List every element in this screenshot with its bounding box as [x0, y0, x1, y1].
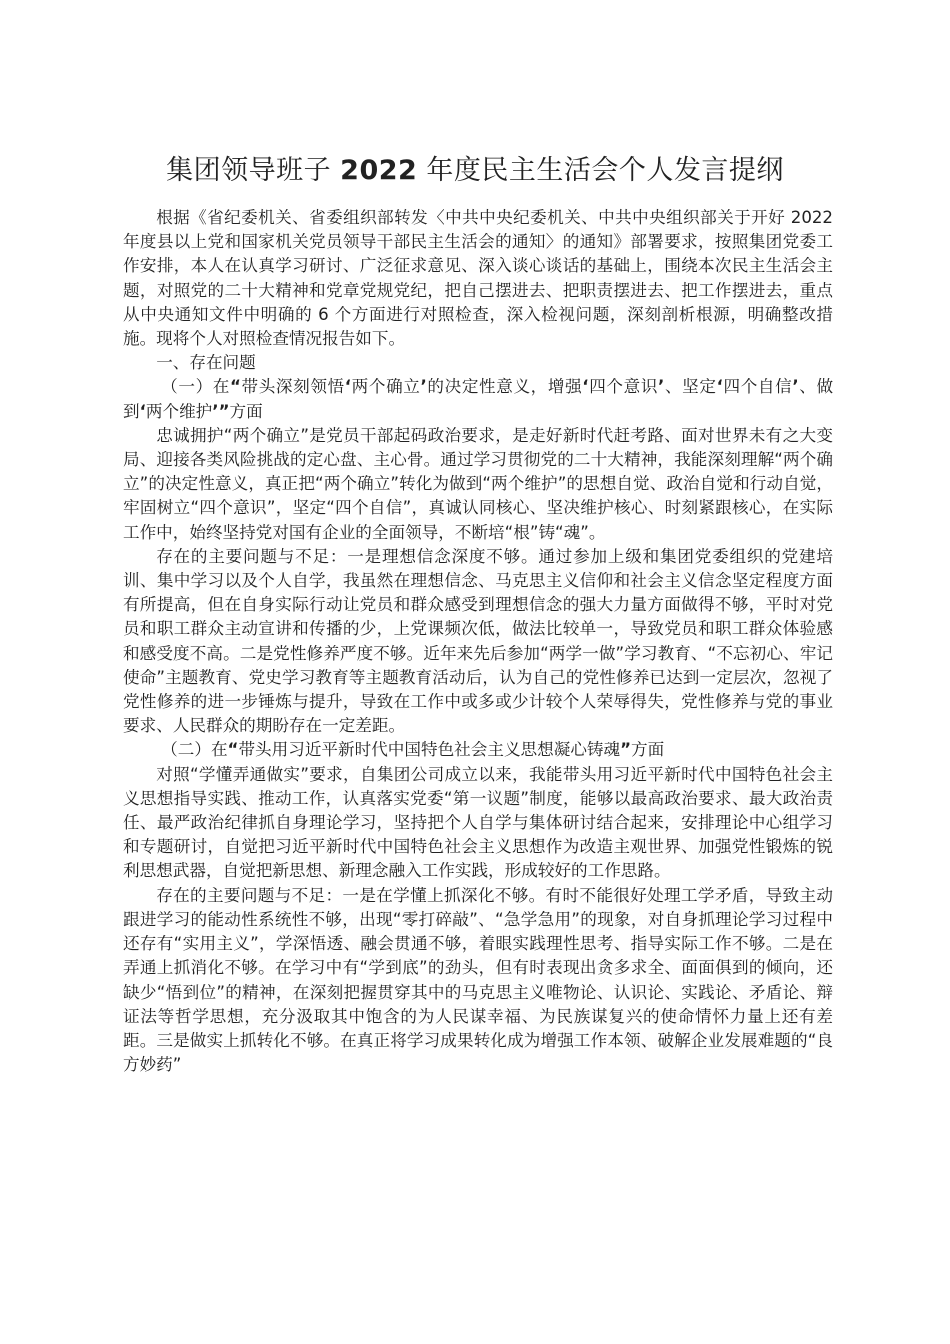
section-heading-problems: 一、存在问题 [156, 353, 256, 373]
intro-paragraph: 根据《省纪委机关、省委组织部转发〈中共中央纪委机关、中共中央组织部关于开好 2022 年度县以上党和国家机关党员领导干部民主生活会的通知〉的通知》部署要求，按照集团党委工作安排，本人在认真学习研讨、广泛征求意见、深入谈心谈话的基础上，围绕本次民主生活会主题，对照党的二十大精神和党章党规党纪，把自己摆进去、把职责摆进去、把工作摆进去，重点从中央通知文件中明确的 6 个方面进行对照检查，深入检视问题，深刻剖析根源，明确整改措施。现将个人对照检查情况报告如下。 [123, 208, 833, 349]
document-title [0, 150, 950, 192]
title-suffix: 年度民主生活会个人发言提纲 [417, 155, 784, 186]
subsection-heading-2: （二）在“带头用习近平新时代中国特色社会主义思想凝心铸魂”方面 [161, 740, 665, 760]
document-body [123, 206, 833, 1077]
title-prefix: 集团领导班子 [166, 155, 341, 186]
paragraph-two-establishments: 忠诚拥护“两个确立”是党员干部起码政治要求，是走好新时代赶考路、面对世界未有之大变局、迎接各类风险挑战的定心盘、主心骨。通过学习贯彻党的二十大精神，我能深刻理解“两个确立”的决定性意义，真正把“两个确立”转化为做到“两个维护”的思想自觉、政治自觉和行动自觉，牢固树立“四个意识”，坚定“四个自信”，真诚认同核心、坚决维护核心、时刻紧跟核心，在实际工作中，始终坚持党对国有企业的全面领导，不断培“根”铸“魂”。 [123, 425, 833, 542]
paragraph-study-thought: 对照“学懂弄通做实”要求，自集团公司成立以来，我能带头用习近平新时代中国特色社会主义思想指导实践、推动工作，认真落实党委“第一议题”制度，能够以最高政治要求、最大政治责任、最严政治纪律抓自身理论学习，坚持把个人自学与集体研讨结合起来，安排理论中心组学习和专题研讨，自觉把习近平新时代中国特色社会主义思想作为改造主观世界、加强党性锻炼的锐利思想武器，自觉把新思想、新理念融入工作实践，形成较好的工作思路。 [123, 764, 833, 881]
paragraph-problems-1: 存在的主要问题与不足：一是理想信念深度不够。通过参加上级和集团党委组织的党建培训、集中学习以及个人自学，我虽然在理想信念、马克思主义信仰和社会主义信念坚定程度方面有所提高，但在自身实际行动让党员和群众感受到理想信念的强大力量方面做得不够，平时对党员和职工群众主动宣讲和传播的少，上党课频次低，做法比较单一，导致党员和职工群众体验感和感受度不高。二是党性修养严度不够。近年来先后参加“两学一做”学习教育、“不忘初心、牢记使命”主题教育、党史学习教育等主题教育活动后，认为自己的党性修养已达到一定层次，忽视了党性修养的进一步锤炼与提升，导致在工作中或多或少计较个人荣辱得失，党性修养与党的事业要求、人民群众的期盼存在一定差距。 [123, 546, 833, 736]
title-year: 2022 [340, 155, 418, 186]
subsection-heading-1: （一）在“带头深刻领悟‘两个确立’的决定性意义，增强‘四个意识’、坚定‘四个自信’、做到‘两个维护’”方面 [123, 377, 834, 421]
paragraph-problems-2: 存在的主要问题与不足：一是在学懂上抓深化不够。有时不能很好处理工学矛盾，导致主动跟进学习的能动性系统性不够，出现“零打碎敲”、“急学急用”的现象，对自身抓理论学习过程中还存有“实用主义”，学深悟透、融会贯通不够，着眼实践理性思考、指导实际工作不够。二是在弄通上抓消化不够。在学习中有“学到底”的劲头，但有时表现出贪多求全、面面俱到的倾向，还缺少“悟到位”的精神，在深刻把握贯穿其中的马克思主义唯物论、认识论、实践论、矛盾论、辩证法等哲学思想，充分汲取其中饱含的为人民谋幸福、为民族谋复兴的使命情怀力量上还有差距。三是做实上抓转化不够。在真正将学习成果转化成为增强工作本领、破解企业发展难题的“良方妙药” [123, 885, 833, 1075]
